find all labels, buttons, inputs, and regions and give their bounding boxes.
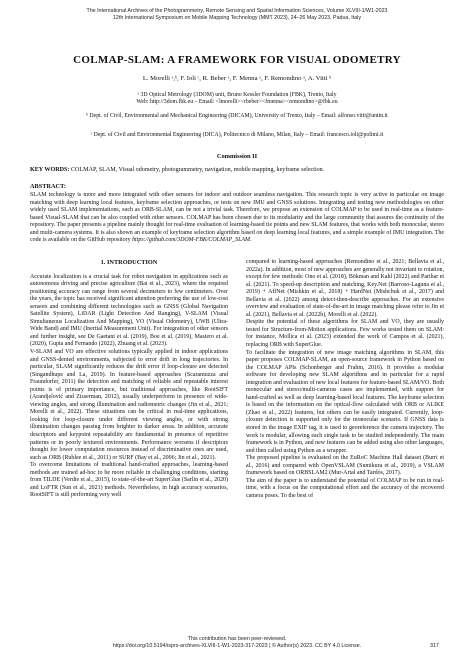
header-line-2: 12th International Symposium on Mobile Mapping Technology (MMT 2023), 24–26 May 2023, Padua, Italy <box>112 15 362 21</box>
affiliation-a-line-2: Web: http://3dom.fbk.eu – Email: <lmorelli><rbeber><fmenna><remondino>@fbk.eu <box>136 99 338 106</box>
keywords-text: COLMAP, SLAM, Visual odometry, photogrammetry, navigation, mobile mapping, keyframe selection. <box>70 167 325 173</box>
keywords-label: KEY WORDS: <box>30 167 70 173</box>
footer-doi-link[interactable]: https://doi.org/10.5194/isprs-archives-XLVIII-1-W1-2023-317-2023 | © Author(s) 2023. CC BY 4.0 License. <box>112 643 362 649</box>
left-column <box>30 259 228 500</box>
section-heading-introduction: 1. INTRODUCTION <box>100 259 158 266</box>
paragraph: Despite the potential of these algorithms for SLAM and VO, they are usually tested for Structure-from-Motion applications. Few works tested them on SLAM: for instance, Mollica et al. (2023) extended the work of Campos et al. (2021), replacing ORB with SuperGlue. <box>246 319 444 349</box>
affiliation-b: ᵇ Dept. of Civil, Environmental and Mechanical Engineering (DICAM), University of Trento, Italy – Email: alfonso.vitti@unitn.it <box>86 113 388 119</box>
affiliation-a <box>20 92 454 107</box>
header-line-1: The International Archives of the Photogrammetry, Remote Sensing and Spatial Information Sciences, Volume XLVIII-1/W1-2023 <box>86 8 388 14</box>
github-link[interactable]: https://github.com/3DOM-FBK/COLMAP_SLAM. <box>132 237 252 244</box>
footer-review-note: This contribution has been peer-reviewed. <box>187 636 287 642</box>
page-footer <box>0 636 474 650</box>
commission-label: Commission II <box>216 153 258 160</box>
keywords <box>30 167 450 175</box>
abstract-text: SLAM technology is more and more integrated with other sensors for indoor and outdoor seamless navigation. This research topic is very active in particular on image matching with deep learning local features, keyframe selection approaches, or tests on new IMU and GNSS solutions. Integrating and testing new methodologies on other widely used SLAM implementations, such as ORB-SLAM, can be not a trivial task. Therefore, we propose an extension of COLMAP to be used in real-time as a feature-based Visual-SLAM that can be also coupled with other sensors. COLMAP has been chosen due to its modularity and the large community that assures the continuity of the repository. The paper presents a pipeline mainly thought for real-time evaluation of learning-based tie points and new SLAM features, that works with both monocular, stereo and multi-camera systems. It is also shown an example of keyframe selection algorithm based on deep learning local features, and a simple example of IMU integration. The code is available on the GitHub repository <box>30 192 444 244</box>
paper-title: COLMAP-SLAM: A FRAMEWORK FOR VISUAL ODOMETRY <box>73 54 401 66</box>
affiliation-a-line-1: ᵃ 3D Optical Metrology (3DOM) unit, Bruno Kessler Foundation (FBK), Trento, Italy <box>137 92 337 98</box>
paragraph: V-SLAM and VO are effective solutions typically applied in indoor applications and GNSS-denied environments, subjected to error drift in long trajectories. In particular, SLAM significantly reduces the drift error if loop-closure are detected (Singandhupe and La, 2019). In feature-based approaches (Scaramuzza and Fraundorfer, 2011) the detection and matching of reliable and repeatable interest points is of primary importance, but traditional approaches, like RootSIFT (Arandjelović and Zisserman, 2012), usually underperform in presence of wide-viewing angles, and strong illumination and radiometric changes (Jin et al., 2021; Morelli et al., 2022). These situations can be critical in real-time applications, looking for loop-closure under different viewing angles, or with strong illumination changes passing from brighter to darker areas. In addition, accurate descriptors and keypoint repeatability are fundamental in presence of repetitive patterns or in poorly textured environments. Performance worsens if descriptors thought for lower computation resources instead of discriminative ones are used, such as ORB (Rublee et al., 2011) or SURF (Bay et al., 2006; Jin et al., 2021). <box>30 349 228 461</box>
right-column <box>246 259 444 501</box>
page-header <box>0 8 474 22</box>
abstract-body <box>30 192 444 245</box>
paragraph: compared to learning-based approaches (Remondino et al., 2021; Bellavia et al., 2022a). In addition, most of new approaches are generally not invariant to rotation, except for few methods: Ono et al. (2018), Bökman and Kahl (2022) and Parihar et al. (2021). To speed-up description and matching, Key.Net (Barroso-Laguna et al., 2019) + AffNet (Mishkin et al., 2018) + HardNet (Mishchuk et al., 2017) and Bellavia et al. (2022) among detect-then-describe approaches. For an extensive overview and evaluation of state-of-the-art in image matching please refer to Jin et al. (2021), Bellavia et al. (2022b), Morelli et al. (2022). <box>246 259 444 318</box>
page-number: 317 <box>430 643 439 649</box>
author-list: L. Morelli ᵃ,ᵇ, F. Ioli ᶜ, R. Beber ᵃ, F. Menna ᵃ, F. Remondino ᵃ, A. Vitti ᵇ <box>142 75 332 82</box>
paragraph: The aim of the paper is to understand the potential of COLMAP to be run in real-time, with a focus on the computational effort and the accuracy of the recovered camera poses. To the best of <box>246 477 444 499</box>
paragraph: To facilitate the integration of new image matching algorithms in SLAM, this paper proposes COLMAP-SLAM, an open-source framework in Python based on the COLMAP APIs (Schonberger and Frahm, 2016). It provides a modular software for developing new SLAM algorithms and in particular for a rapid integration and evaluation of new local features for feature-based SLAM/VO. Both monocular and stereo/multi-cameras cases are implemented, with support for hand-crafted as well as deep learning-based local features. The keyframe selection is based on the information on the optical-flow calculated with ORB or ALIKE (Zhao et al., 2022) features, but others can be easily integrated. Currently, loop-closure detection is supported only for the monocular scenario. If GNSS data is stored in the image EXIF tag, it is used to georeference the camera trajectory. The work is modular, allowing each single task to be studied independently. The main framework is in Python, and new features can be added using also other languages, and then called using Python as a wrapper. <box>246 349 444 454</box>
paragraph: Accurate localization is a crucial task for robot navigation in applications such as autonomous driving and precise agriculture (Bai et al., 2023), where the required positioning accuracy can range from several decimeters to few centimeters. Over the years, the topic has received significant attention preferring the use of low-cost sensors and combining different technologies such as GNSS (Global Navigation Satellite System), LiDAR (Light Detection And Ranging), V-SLAM (Visual Simultaneous Localization And Mapping), VO (Visual Odometry), UWB (Ultra-Wide Band) and IMU (Inertial Measurement Unit). For integration of other sensors and further insight, see De Gaetani et al. (2019), Boe et al. (2019), Masiero et al. (2020), Gupta and Fernando (2022), Zhuang et al. (2023). <box>30 273 228 348</box>
paragraph: To overcome limitations of traditional hand-crafted approaches, learning-based methods are trained ad-hoc to be more reliable in challenging conditions, starting from TILDE (Verdie et al., 2015), to state-of-the-art SuperGlue (Sarlin et al., 2020) and LoFTR (Sun et al., 2021) methods. Nevertheless, in high accuracy scenarios, RootSIFT is still performing very well <box>30 462 228 499</box>
affiliation-c: ᶜ Dept. of Civil and Environmental Engineering (DICA), Politecnico di Milano, Milan, Italy – Email: francesco.ioli@polimi.it <box>90 132 384 138</box>
abstract-heading: ABSTRACT: <box>30 183 66 190</box>
paragraph: The proposed pipeline is evaluated on the EuRoC Machine Hall dataset (Burri et al., 2016) and compared with OpenVSLAM (Sumikura et al., 2019), a VSLAM framework based on ORBSLAM2 (Mur-Artal and Tardós, 2017). <box>246 455 444 477</box>
